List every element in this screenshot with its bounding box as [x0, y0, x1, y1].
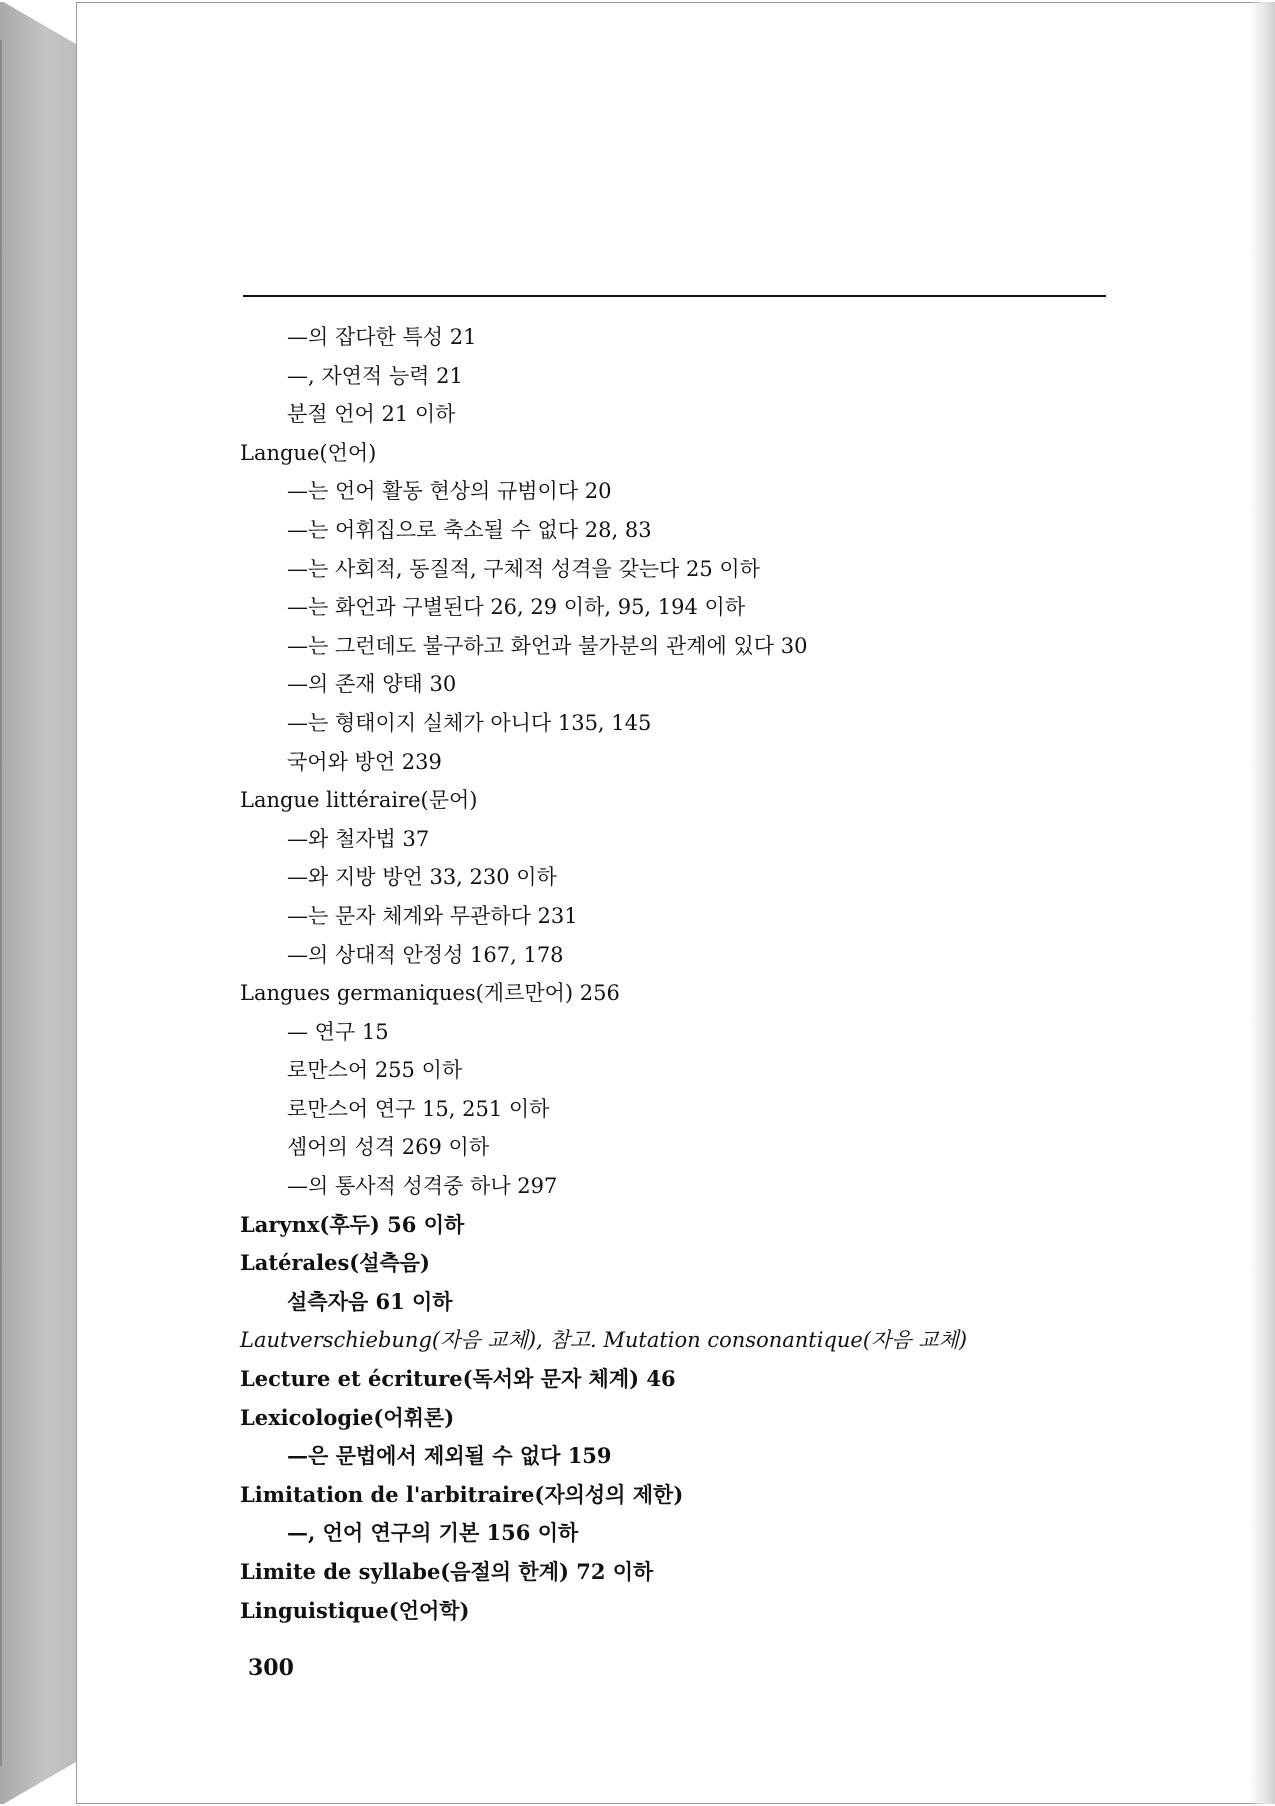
book-spine-line: [0, 40, 2, 1766]
index-subentry: —의 상대적 안정성 167, 178: [287, 942, 564, 967]
index-subentry: 셈어의 성격 269 이하: [287, 1135, 490, 1160]
index-subentry: —와 지방 방언 33, 230 이하: [287, 865, 557, 890]
book-spine-top-edge: [0, 0, 76, 44]
index-subentry: —의 존재 양태 30: [287, 672, 457, 697]
index-subentry: — 연구 15: [287, 1019, 389, 1044]
index-subentry: 분절 언어 21 이하: [287, 402, 456, 427]
index-subentry: —는 어휘집으로 축소될 수 없다 28, 83: [287, 517, 652, 542]
index-heading: Lautverschiebung(자음 교체), 참고. Mutation consonantique(자음 교체): [240, 1328, 968, 1353]
index-heading: Langue littéraire(문어): [240, 788, 478, 813]
index-heading: Limitation de l'arbitraire(자의성의 제한): [240, 1481, 684, 1507]
index-subentry: —는 언어 활동 현상의 규범이다 20: [287, 479, 612, 504]
index-subentry: —는 문자 체계와 무관하다 231: [287, 903, 578, 928]
index-heading: Limite de syllabe(음절의 한계) 72 이하: [240, 1559, 654, 1584]
index-entry-list: [240, 318, 1120, 1630]
page-number: 300: [248, 1655, 294, 1681]
index-subentry: —의 통사적 성격중 하나 297: [287, 1174, 558, 1199]
index-subentry: —는 화언과 구별된다 26, 29 이하, 95, 194 이하: [287, 595, 746, 620]
index-heading: Langue(언어): [240, 440, 377, 465]
index-subentry: —는 사회적, 동질적, 구체적 성격을 갖는다 25 이하: [287, 556, 760, 581]
index-subentry: 로만스어 255 이하: [287, 1058, 463, 1083]
index-subentry: —의 잡다한 특성 21: [287, 325, 477, 349]
header-rule: [243, 295, 1106, 297]
index-subentry: 국어와 방언 239: [287, 749, 442, 774]
index-heading: Lecture et écriture(독서와 문자 체계) 46: [240, 1366, 676, 1392]
index-subentry: —는 그런데도 불구하고 화언과 불가분의 관계에 있다 30: [287, 633, 808, 658]
book-spine: [0, 2, 76, 1804]
index-subentry: 로만스어 연구 15, 251 이하: [287, 1096, 550, 1121]
book-spine-bottom-edge: [0, 1762, 76, 1806]
index-heading: Larynx(후두) 56 이하: [240, 1211, 465, 1237]
index-subentry: —는 형태이지 실체가 아니다 135, 145: [287, 710, 652, 735]
index-subentry: 설측자음 61 이하: [287, 1288, 453, 1314]
index-heading: Langues germaniques(게르만어) 256: [240, 981, 620, 1006]
page-edge-shadow: [1249, 2, 1275, 1804]
index-subentry: —와 철자법 37: [287, 826, 430, 851]
index-subentry: —, 언어 연구의 기본 156 이하: [287, 1520, 579, 1546]
index-heading: Linguistique(언어학): [240, 1597, 470, 1623]
index-subentry: —, 자연적 능력 21: [287, 363, 463, 388]
index-heading: Lexicologie(어휘론): [240, 1404, 455, 1430]
index-heading: Latérales(설측음): [240, 1250, 430, 1276]
index-subentry: —은 문법에서 제외될 수 없다 159: [287, 1443, 612, 1469]
